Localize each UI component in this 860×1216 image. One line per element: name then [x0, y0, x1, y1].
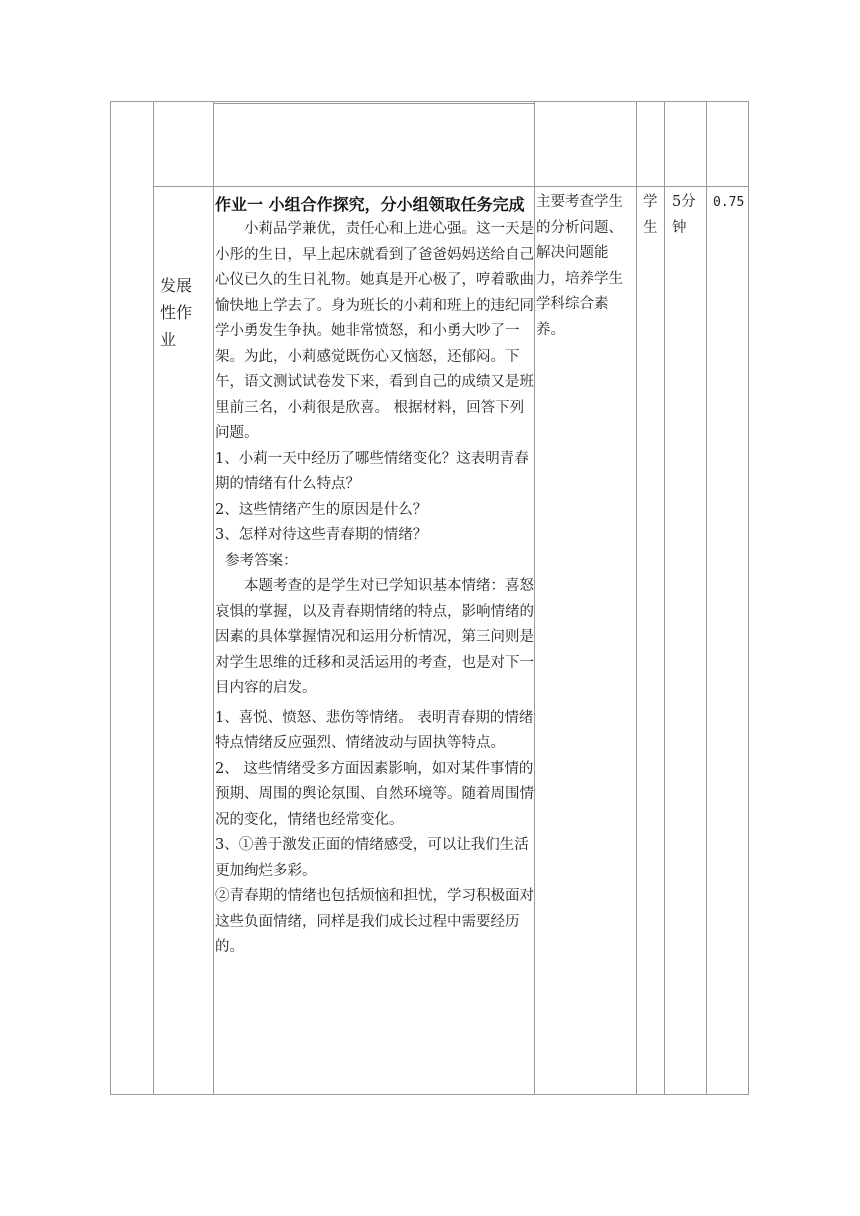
answer-4: ②青春期的情绪也包括烦恼和担忧，学习积极面对这些负面情绪，同样是我们成长过程中需要经历的。	[215, 888, 534, 955]
category-label: 发展性作业	[160, 276, 193, 349]
purpose-cell	[536, 190, 636, 343]
subject-cell	[643, 190, 661, 241]
col-border-1	[110, 101, 111, 1095]
category-cell	[160, 272, 200, 353]
time-cell	[672, 190, 706, 241]
col-border-6	[664, 101, 665, 1095]
col-border-7	[706, 101, 707, 1095]
col-border-8	[748, 101, 749, 1095]
col-border-4	[534, 101, 535, 1095]
col-border-3	[213, 101, 214, 1095]
question-3: 3、怎样对待这些青春期的情绪？	[215, 527, 428, 543]
difficulty-value: 0.75	[713, 195, 745, 210]
col-border-2	[153, 101, 154, 1095]
subject-text: 学生	[643, 194, 658, 236]
answer-analysis: 本题考查的是学生对已学知识基本情绪：喜怒哀惧的掌握，以及青春期情绪的特点，影响情绪的因素的具体掌握情况和运用分析情况，第三问则是对学生思维的迁移和灵活运用的考查，也是对下一目内容的启发。	[215, 578, 534, 696]
table-top-border	[110, 101, 749, 102]
task-title: 作业一 小组合作探究，分小组领取任务完成	[215, 195, 525, 214]
answer-1: 1、喜悦、愤怒、悲伤等情绪。 表明青春期的情绪特点情绪反应强烈、情绪波动与固执等特点。	[215, 709, 534, 751]
task-cell	[215, 193, 534, 961]
table-bottom-border	[110, 1094, 749, 1095]
answer-3: 3、①善于激发正面的情绪感受，可以让我们生活更加绚烂多彩。	[215, 837, 529, 879]
task-story: 小莉品学兼优，责任心和上进心强。这一天是小彤的生日，早上起床就看到了爸爸妈妈送给自己心仪已久的生日礼物。她真是开心极了，哼着歌曲愉快地上学去了。身为班长的小莉和班上的违纪同学小勇发生争执。她非常愤怒，和小勇大吵了一架。为此，小莉感觉既伤心又恼怒，还郁闷。下午，语文测试试卷发下来，看到自己的成绩又是班里前三名，小莉很是欣喜。 根据材料，回答下列问题。	[215, 221, 534, 441]
row-divider	[153, 186, 749, 187]
time-text: 5分钟	[672, 194, 696, 236]
question-2: 2、这些情绪产生的原因是什么？	[215, 501, 428, 518]
difficulty-cell	[713, 190, 749, 216]
purpose-text: 主要考查学生的分析问题、解决问题能力，培养学生学科综合素养。	[536, 194, 623, 338]
inner-top-border	[214, 103, 534, 104]
answer-label: 参考答案：	[225, 552, 298, 569]
answer-2: 2、 这些情绪受多方面因素影响，如对某件事情的预期、周围的舆论氛围、自然环境等。随着周围情况的变化，情绪也经常变化。	[215, 760, 534, 828]
col-border-5	[636, 101, 637, 1095]
question-1: 1、小莉一天中经历了哪些情绪变化？这表明青春期的情绪有什么特点？	[215, 450, 529, 492]
